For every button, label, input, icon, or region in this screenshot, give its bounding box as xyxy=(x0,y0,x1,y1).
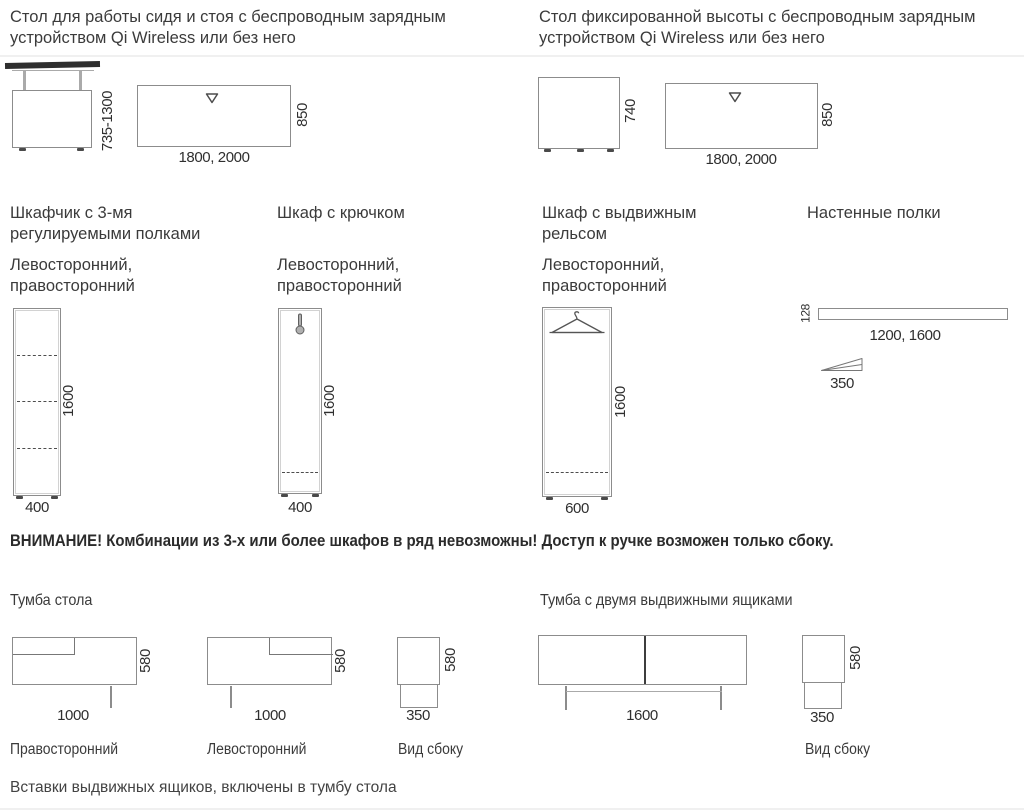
cabinet-foot xyxy=(312,494,319,497)
dim-shelf-height: 128 xyxy=(798,304,813,323)
pedestal-side-outline xyxy=(397,637,440,685)
wall-shelves-title: Настенные полки xyxy=(807,204,941,222)
pedestal-leg xyxy=(110,686,112,708)
desk-pedestal-title: Тумба стола xyxy=(10,592,93,609)
cabinet-outline xyxy=(13,308,61,496)
footnote-text: Вставки выдвижных ящиков, включены в тумбу стола xyxy=(10,779,397,796)
desk-foot xyxy=(607,149,614,152)
hanger-icon xyxy=(548,310,606,343)
dim-width: 600 xyxy=(565,500,589,517)
dim-height: 580 xyxy=(442,648,459,672)
rail-cabinet-variant: Левосторонний, правосторонний xyxy=(542,256,667,296)
desk-tabletop xyxy=(5,61,100,69)
shelf-line xyxy=(17,448,57,449)
dim-bracket-depth: 350 xyxy=(830,375,854,392)
qi-charger-marker-icon xyxy=(727,91,743,109)
shelf-line xyxy=(17,355,57,356)
lift-column-left xyxy=(23,70,26,91)
drawer-divider-line xyxy=(74,638,75,654)
shelf-cabinet-variant: Левосторонний, правосторонний xyxy=(10,256,135,296)
dim-shelf-widths: 1200, 1600 xyxy=(869,327,941,344)
dim-height-range: 735-1300 xyxy=(99,90,116,152)
side-view-label: Вид сбоку xyxy=(805,741,871,758)
pedestal-leg xyxy=(230,686,232,708)
shelf-line xyxy=(17,401,57,402)
desk-body xyxy=(538,77,620,149)
side-view-label: Вид сбоку xyxy=(398,741,464,758)
variant-right-label: Правосторонний xyxy=(10,741,119,758)
hook-icon xyxy=(294,313,306,341)
cabinet-foot xyxy=(281,494,288,497)
divider-line-bottom xyxy=(0,808,1024,810)
pedestal-base-outline xyxy=(804,683,842,709)
leg-stretcher-line xyxy=(566,691,722,692)
hook-cabinet-variant: Левосторонний, правосторонний xyxy=(277,256,402,296)
dim-depth: 350 xyxy=(406,707,430,724)
warning-text: ВНИМАНИЕ! Комбинации из 3-х или более шкафов в ряд невозможны! Доступ к ручке возможен только сбоку. xyxy=(10,531,834,550)
dim-height: 1600 xyxy=(321,385,338,417)
dim-height: 740 xyxy=(622,99,639,123)
pedestal-leg xyxy=(565,686,567,710)
drawer-bottom-line xyxy=(269,654,333,655)
dim-height: 580 xyxy=(137,649,154,673)
bottom-panel-line xyxy=(282,472,318,473)
drawer-divider-line xyxy=(269,638,270,654)
shelf-front-outline xyxy=(818,308,1008,320)
desk-foot xyxy=(544,149,551,152)
divider-line-top xyxy=(0,55,1024,57)
shelf-cabinet-title: Шкафчик с 3-мя регулируемыми полками xyxy=(10,204,201,244)
drawer-bottom-line xyxy=(13,654,75,655)
dim-width: 1000 xyxy=(254,707,286,724)
desk-foot xyxy=(19,148,26,151)
pedestal-outline xyxy=(207,637,332,685)
lift-column-right xyxy=(79,70,82,91)
dim-width: 1000 xyxy=(57,707,89,724)
desk-foot xyxy=(77,148,84,151)
dim-height: 1600 xyxy=(60,385,77,417)
cabinet-inner-wall xyxy=(15,310,59,494)
dim-height: 1600 xyxy=(612,386,629,418)
pedestal-outline xyxy=(12,637,137,685)
pedestal-side-outline xyxy=(802,635,845,683)
pedestal-base-outline xyxy=(400,685,438,708)
dim-widths: 1800, 2000 xyxy=(705,151,777,168)
pedestal-leg xyxy=(720,686,722,710)
desk-foot xyxy=(577,149,584,152)
desk-body xyxy=(12,90,92,148)
sit-stand-desk-title: Стол для работы сидя и стоя с беспроводным зарядным устройством Qi Wireless или без него xyxy=(10,8,446,48)
qi-charger-marker-icon xyxy=(204,92,220,110)
two-drawer-pedestal-title: Тумба с двумя выдвижными ящиками xyxy=(540,592,793,609)
dim-height: 580 xyxy=(332,649,349,673)
fixed-desk-title: Стол фиксированной высоты с беспроводным зарядным устройством Qi Wireless или без него xyxy=(539,8,976,48)
dim-depth: 350 xyxy=(810,709,834,726)
hook-cabinet-title: Шкаф с крючком xyxy=(277,204,405,222)
drawer-divider-line xyxy=(644,636,646,684)
dim-width: 1600 xyxy=(626,707,658,724)
dim-height: 580 xyxy=(847,646,864,670)
variant-left-label: Левосторонний xyxy=(207,741,307,758)
rail-cabinet-title: Шкаф с выдвижным рельсом xyxy=(542,204,697,244)
dim-depth: 850 xyxy=(294,103,311,127)
dim-width: 400 xyxy=(25,499,49,516)
pedestal-outline xyxy=(538,635,747,685)
dim-width: 400 xyxy=(288,499,312,516)
dim-depth: 850 xyxy=(819,103,836,127)
bottom-panel-line xyxy=(546,472,608,473)
dim-widths: 1800, 2000 xyxy=(178,149,250,166)
